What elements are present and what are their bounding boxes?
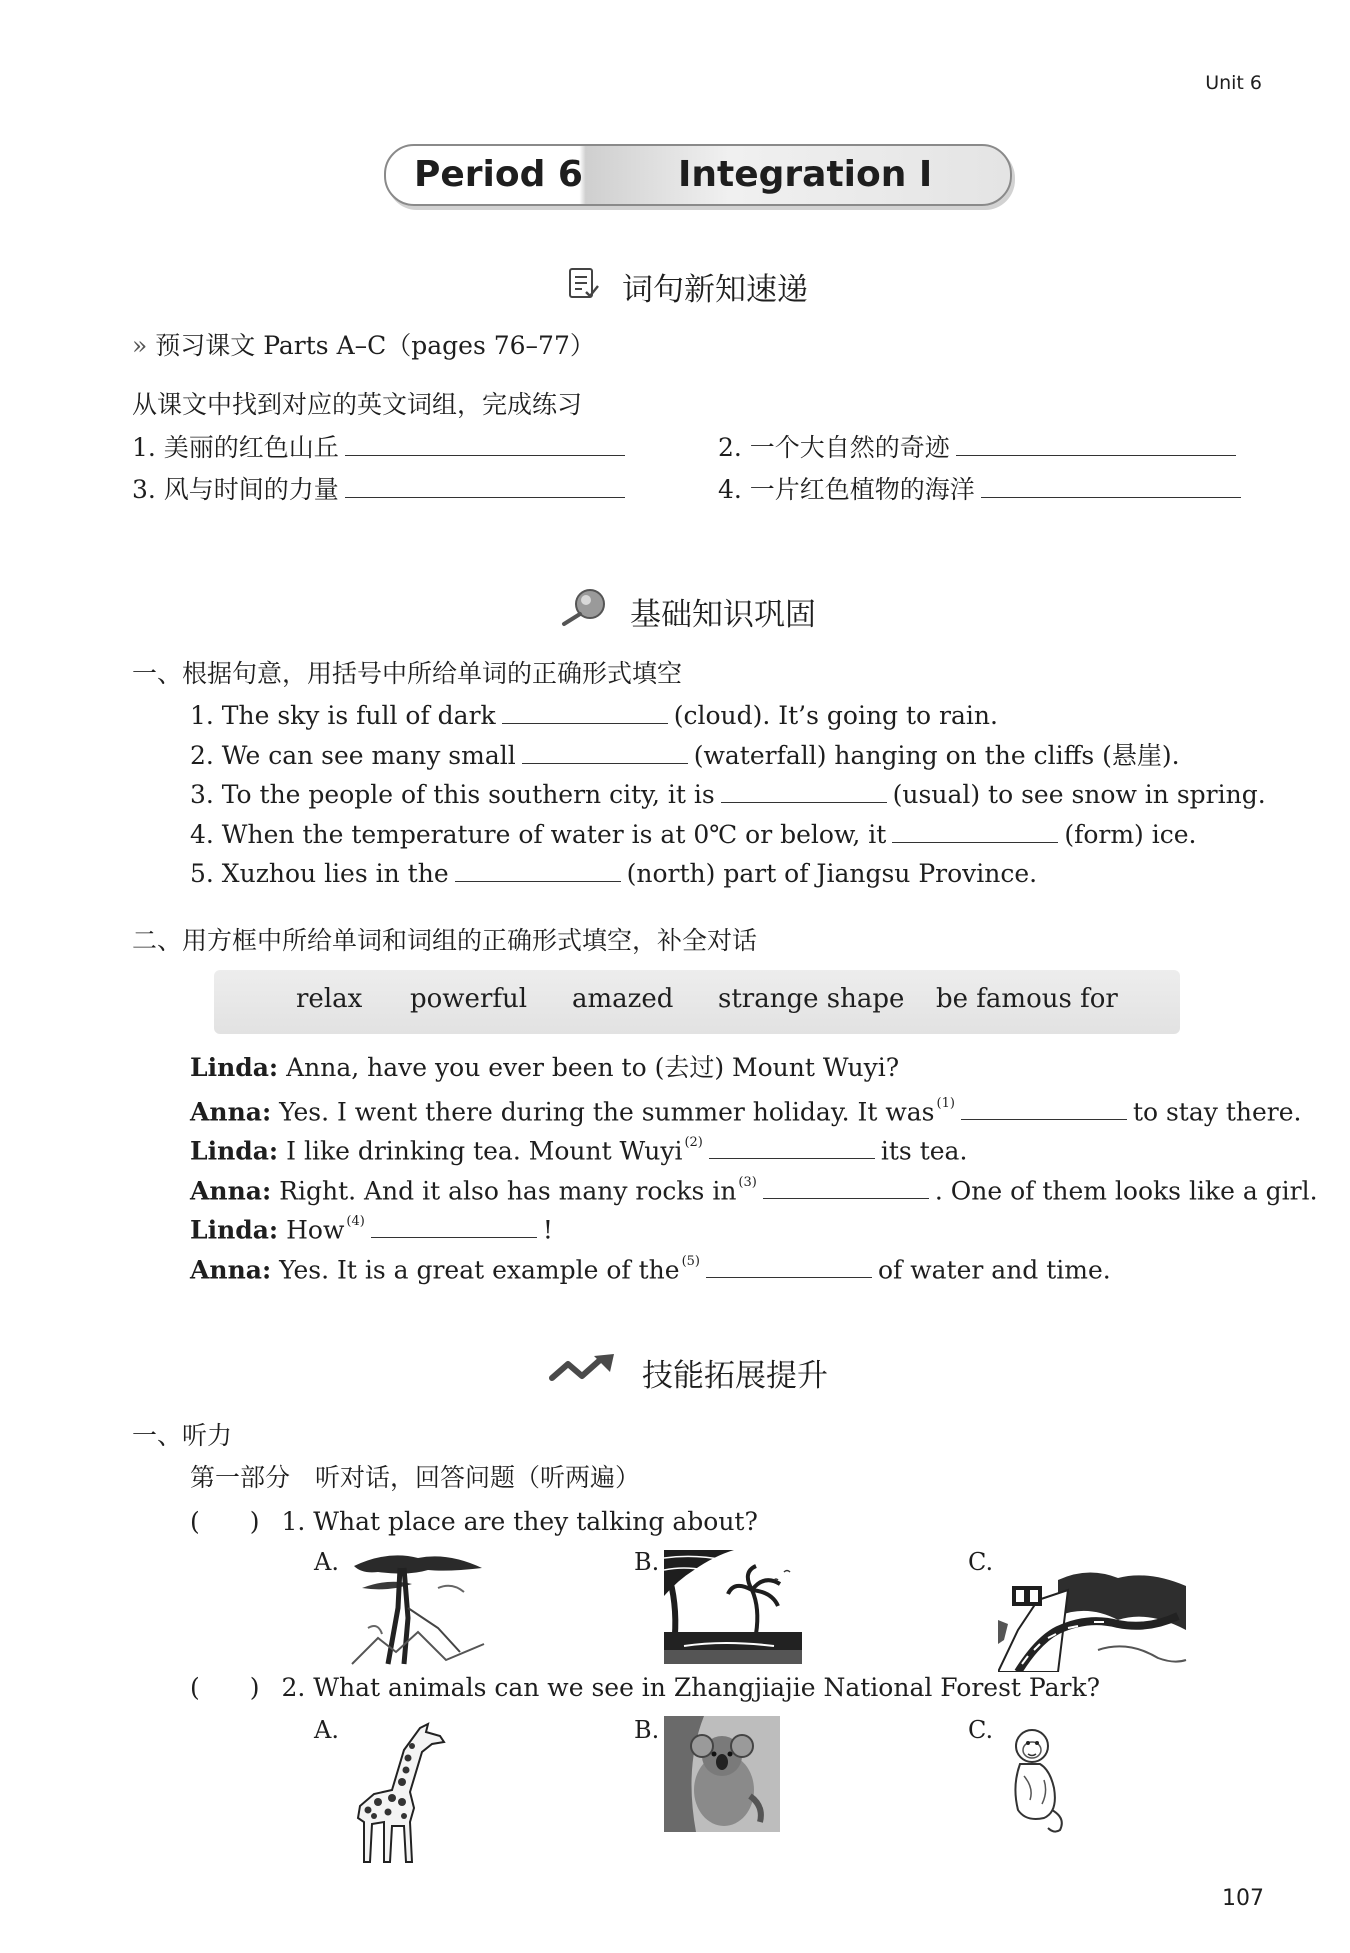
answer-blank[interactable] [371, 1215, 537, 1238]
page-number: 107 [1222, 1886, 1264, 1911]
magnifier-icon [560, 586, 610, 628]
phrase-item: 4. 一片红色植物的海洋 [718, 474, 1247, 506]
option-label-b: B. [634, 1716, 660, 1744]
word-option: be famous for [936, 984, 1118, 1014]
answer-blank[interactable] [956, 433, 1236, 456]
answer-blank[interactable] [892, 820, 1058, 843]
blank-number: (2) [684, 1135, 703, 1150]
phrase-item: 3. 风与时间的力量 [132, 474, 631, 506]
option-label-c: C. [968, 1548, 994, 1576]
listening-subheading: 第一部分 听对话，回答问题（听两遍） [190, 1463, 641, 1492]
period-title: Integration I [678, 154, 933, 195]
answer-blank[interactable] [455, 859, 621, 882]
monkey-picture[interactable] [1004, 1726, 1070, 1834]
word-option: powerful [410, 984, 528, 1014]
word-box [214, 970, 1180, 1034]
blank-number: (3) [738, 1175, 757, 1190]
palm-beach-picture[interactable] [664, 1550, 802, 1664]
speaker-name: Anna: [190, 1255, 272, 1285]
instruction-heading: 从课文中找到对应的英文词组，完成练习 [132, 390, 583, 419]
dialogue-line: Anna: Yes. It is a great example of the $^{(5)}$ of water and time. [190, 1254, 1111, 1285]
dialogue-line: Linda: I like drinking tea. Mount Wuyi $^{(2)}$ its tea. [190, 1135, 968, 1166]
part2-heading: 二、用方框中所给单词和词组的正确形式填空，补全对话 [132, 926, 758, 955]
question-line: ( ) 1. What place are they talking about? [190, 1507, 758, 1536]
answer-blank[interactable] [522, 741, 688, 764]
section-title-new-words: 词句新知速递 [622, 272, 808, 308]
answer-blank[interactable] [721, 780, 887, 803]
speaker-name: Linda: [190, 1053, 279, 1082]
speaker-name: Linda: [190, 1136, 279, 1166]
notepad-icon [566, 266, 602, 302]
answer-parentheses[interactable]: ( ) [190, 1673, 260, 1702]
fill-sentence: 5. Xuzhou lies in the (north) part of Jiangsu Province. [190, 859, 1038, 888]
option-label-a: A. [314, 1548, 339, 1576]
listening-heading: 一、听力 [132, 1421, 233, 1450]
blank-number: (1) [936, 1096, 955, 1111]
fill-sentence: 4. When the temperature of water is at 0℃ or below, it (form) ice. [190, 820, 1197, 849]
word-option: relax [296, 984, 363, 1014]
phrase-item: 2. 一个大自然的奇迹 [718, 432, 1242, 464]
dialogue-line: Linda: Anna, have you ever been to (去过) Mount Wuyi? [190, 1053, 900, 1082]
speaker-name: Linda: [190, 1215, 279, 1245]
dialogue-line: Linda: How $^{(4)}$ ! [190, 1214, 553, 1245]
option-label-b: B. [634, 1548, 660, 1576]
option-label-c: C. [968, 1716, 994, 1744]
dialogue-line: Anna: Yes. I went there during the summer holiday. It was $^{(1)}$ to stay there. [190, 1096, 1302, 1127]
answer-blank[interactable] [981, 475, 1241, 498]
period-banner [384, 144, 1012, 206]
fill-sentence: 2. We can see many small (waterfall) hanging on the cliffs (悬崖). [190, 741, 1180, 770]
answer-blank[interactable] [709, 1136, 875, 1159]
dialogue-line: Anna: Right. And it also has many rocks in $^{(3)}$ . One of them looks like a girl. [190, 1175, 1318, 1206]
speaker-name: Anna: [190, 1176, 272, 1206]
answer-blank[interactable] [345, 475, 625, 498]
period-number: Period 6 [414, 154, 583, 195]
great-wall-picture[interactable] [998, 1560, 1188, 1672]
section-title-skills: 技能拓展提升 [642, 1358, 828, 1394]
unit-label: Unit 6 [1205, 72, 1262, 94]
phrase-item: 1. 美丽的红色山丘 [132, 432, 631, 464]
word-option: strange shape [718, 984, 905, 1014]
answer-blank[interactable] [502, 701, 668, 724]
fill-sentence: 3. To the people of this southern city, it is (usual) to see snow in spring. [190, 780, 1266, 809]
fill-sentence: 1. The sky is full of dark (cloud). It’s going to rain. [190, 701, 998, 730]
pine-tree-mountain-picture[interactable] [348, 1548, 486, 1666]
answer-blank[interactable] [706, 1255, 872, 1278]
preview-note: » 预习课文 Parts A–C（pages 76–77） [132, 331, 595, 360]
question-line: ( ) 2. What animals can we see in Zhangjiajie National Forest Park? [190, 1673, 1100, 1702]
koala-picture[interactable] [664, 1716, 780, 1832]
answer-blank[interactable] [961, 1097, 1127, 1120]
blank-number: (5) [681, 1254, 700, 1269]
section-title-basics: 基础知识巩固 [630, 597, 816, 633]
answer-blank[interactable] [345, 433, 625, 456]
part1-heading: 一、根据句意，用括号中所给单词的正确形式填空 [132, 659, 683, 688]
answer-blank[interactable] [763, 1176, 929, 1199]
trend-arrow-icon [548, 1352, 620, 1386]
giraffe-picture[interactable] [348, 1722, 448, 1864]
speaker-name: Anna: [190, 1097, 272, 1127]
option-label-a: A. [314, 1716, 339, 1744]
double-chevron-icon: » [132, 331, 148, 360]
word-option: amazed [572, 984, 674, 1014]
answer-parentheses[interactable]: ( ) [190, 1507, 260, 1536]
blank-number: (4) [346, 1214, 365, 1229]
